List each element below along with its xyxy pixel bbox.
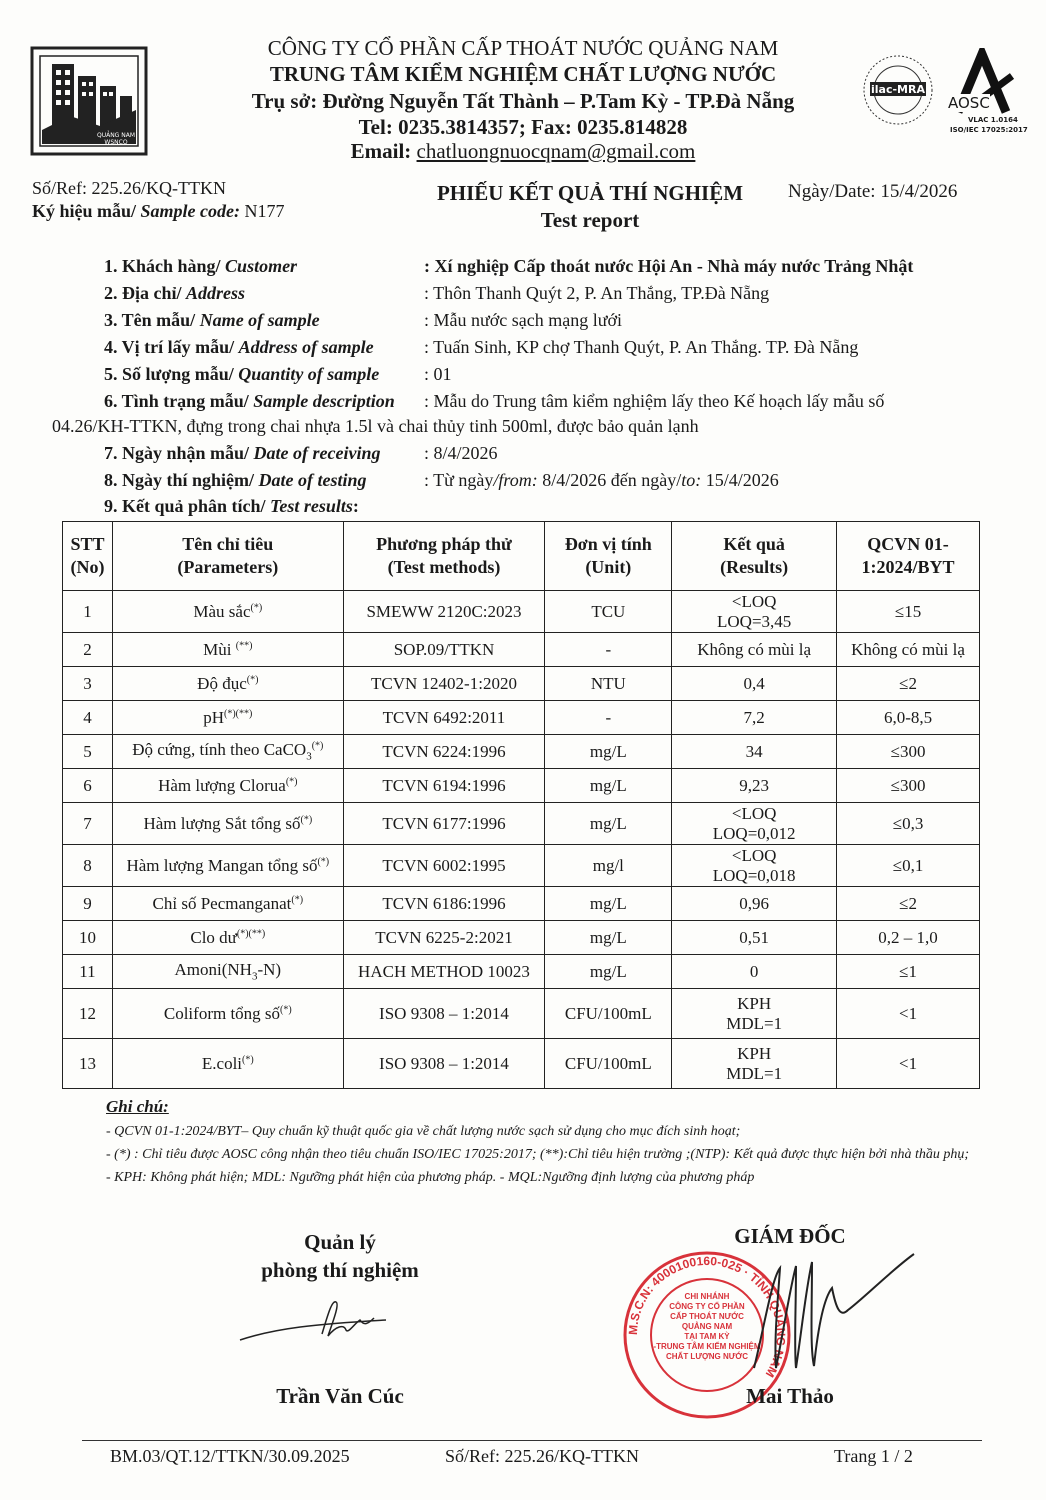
- cell-method: ISO 9308 – 1:2014: [343, 1039, 545, 1089]
- cell-method: TCVN 12402-1:2020: [343, 667, 545, 701]
- iso-label: ISO/IEC 17025:2017: [950, 126, 1028, 134]
- cell-result: KPH MDL=1: [672, 1039, 837, 1089]
- cell-method: TCVN 6002:1995: [343, 845, 545, 887]
- center-name: TRUNG TÂM KIỂM NGHIỆM CHẤT LƯỢNG NƯỚC: [269, 62, 777, 86]
- cell-limit: <1: [837, 989, 980, 1039]
- info-value: : 01: [424, 364, 452, 384]
- cell-limit: ≤1: [837, 955, 980, 989]
- info-value: : Thôn Thanh Quýt 2, P. An Thắng, TP.Đà Nẵng: [424, 283, 770, 303]
- cell-method: HACH METHOD 10023: [343, 955, 545, 989]
- cell-no: 6: [63, 769, 113, 803]
- cell-limit: <1: [837, 1039, 980, 1089]
- cell-no: 12: [63, 989, 113, 1039]
- cell-no: 11: [63, 955, 113, 989]
- info-value: : Tuấn Sinh, KP chợ Thanh Quýt, P. An Thắng. TP. Đà Nẵng: [424, 337, 859, 357]
- cell-unit: CFU/100mL: [545, 1039, 672, 1089]
- cell-no: 7: [63, 803, 113, 845]
- cell-limit: ≤15: [837, 591, 980, 633]
- director-title: GIÁM ĐỐC: [734, 1224, 846, 1248]
- aosc-label: AOSC: [948, 94, 990, 112]
- info-label: 1. Khách hàng/ Customer: [104, 256, 298, 276]
- director-signature: [744, 1248, 924, 1388]
- cell-limit: ≤300: [837, 769, 980, 803]
- cell-result: 7,2: [672, 701, 837, 735]
- report-title-vi: PHIẾU KẾT QUẢ THÍ NGHIỆM: [436, 181, 744, 205]
- table-row: [63, 955, 980, 989]
- company-email-line: [0, 139, 1046, 164]
- company-name: CÔNG TY CỔ PHẦN CẤP THOÁT NƯỚC QUẢNG NAM: [267, 36, 779, 60]
- ilac-label: ilac-MRA: [871, 83, 925, 96]
- cell-unit: TCU: [545, 591, 672, 633]
- results-table: [62, 521, 980, 1089]
- company-address: Trụ sở: Đường Nguyễn Tất Thành – P.Tam Kỳ - TP.Đà Nẵng: [251, 89, 795, 113]
- reference-number: Số/Ref: 225.26/KQ-TTKN: [32, 178, 226, 198]
- cell-method: ISO 9308 – 1:2014: [343, 989, 545, 1039]
- director-name: Mai Thảo: [746, 1384, 834, 1408]
- footer-form-code: BM.03/QT.12/TTKN/30.09.2025: [110, 1446, 350, 1466]
- table-row: [63, 591, 980, 633]
- table-row: [63, 989, 980, 1039]
- notes: [106, 1096, 1006, 1190]
- cell-method: TCVN 6194:1996: [343, 769, 545, 803]
- table-row: [63, 667, 980, 701]
- cell-no: 13: [63, 1039, 113, 1089]
- report-date: Ngày/Date: 15/4/2026: [788, 181, 958, 202]
- table-row: [63, 633, 980, 667]
- cell-parameter: Hàm lượng Clorua(*): [112, 769, 343, 803]
- cell-unit: mg/L: [545, 955, 672, 989]
- table-row: [63, 1039, 980, 1089]
- cell-unit: mg/l: [545, 845, 672, 887]
- info-label: 2. Địa chỉ/ Address: [104, 283, 246, 303]
- info-label: 5. Số lượng mẫu/ Quantity of sample: [104, 364, 380, 384]
- cell-method: TCVN 6492:2011: [343, 701, 545, 735]
- cell-result: 0,96: [672, 887, 837, 921]
- cell-parameter: Độ đục(*): [112, 667, 343, 701]
- cell-result: 34: [672, 735, 837, 769]
- cell-limit: Không có mùi lạ: [837, 633, 980, 667]
- cell-limit: ≤0,1: [837, 845, 980, 887]
- header-standard: QCVN 01- 1:2024/BYT: [837, 522, 980, 591]
- info-label: 4. Vị trí lấy mẫu/ Address of sample: [104, 337, 374, 357]
- header-results: Kết quả (Results): [672, 522, 837, 591]
- cell-result: KPH MDL=1: [672, 989, 837, 1039]
- cell-no: 8: [63, 845, 113, 887]
- manager-signature: [236, 1290, 396, 1370]
- cell-no: 1: [63, 591, 113, 633]
- table-row: [63, 887, 980, 921]
- cell-result: Không có mùi lạ: [672, 633, 837, 667]
- cell-parameter: Độ cứng, tính theo CaCO$_3$(*): [112, 735, 343, 769]
- header-parameters: Tên chỉ tiêu (Parameters): [112, 522, 343, 591]
- info-label: 6. Tình trạng mẫu/ Sample description: [104, 391, 395, 411]
- email-link[interactable]: chatluongnuocqnam@gmail.com: [416, 139, 696, 163]
- cell-limit: 0,2 – 1,0: [837, 921, 980, 955]
- cell-unit: mg/L: [545, 921, 672, 955]
- info-label: 7. Ngày nhận mẫu/ Date of receiving: [104, 443, 381, 463]
- footer-divider: [82, 1440, 982, 1441]
- cell-parameter: pH(*)(**): [112, 701, 343, 735]
- svg-text:M.S.C.N: 4000100160-025 · TỈNH: M.S.C.N: 4000100160-025 · TỈNH QUẢNG NAM: [625, 1253, 789, 1380]
- cell-no: 3: [63, 667, 113, 701]
- info-value: : Mẫu nước sạch mạng lưới: [424, 310, 623, 330]
- note-line: - (*) : Chỉ tiêu được AOSC công nhận theo tiêu chuẩn ISO/IEC 17025:2017; (**):Chỉ tiêu hiện trường ;(NTP): Kết quả được thực hiện bởi nhà thầu phụ;: [106, 1147, 970, 1162]
- report-title: [380, 180, 800, 234]
- cell-unit: -: [545, 633, 672, 667]
- footer-reference: Số/Ref: 225.26/KQ-TTKN: [445, 1446, 639, 1466]
- table-row: [63, 701, 980, 735]
- sample-code: [32, 201, 285, 222]
- cell-limit: ≤2: [837, 667, 980, 701]
- cell-method: TCVN 6186:1996: [343, 887, 545, 921]
- cell-limit: ≤0,3: [837, 803, 980, 845]
- header-test-methods: Phương pháp thử (Test methods): [343, 522, 545, 591]
- cell-result: 0,51: [672, 921, 837, 955]
- seal-center-text: CHI NHÁNH CÔNG TY CỔ PHẦN CẤP THOÁT NƯỚC QUẢNG NAM TẠI TAM KỲ -TRUNG TÂM KIỂM NGHIỆM CHẤT LƯỢNG NƯỚC: [653, 1292, 761, 1361]
- cell-result: <LOQ LOQ=0,012: [672, 803, 837, 845]
- cell-parameter: E.coli(*): [112, 1039, 343, 1089]
- cell-result: <LOQ LOQ=3,45: [672, 591, 837, 633]
- cell-parameter: $Amoni(NH_3-N)$: [112, 955, 343, 989]
- info-value: : Từ ngày/from: 8/4/2026 đến ngày/to: 15/4/2026: [424, 470, 779, 490]
- cell-no: 5: [63, 735, 113, 769]
- company-phone: Tel: 0235.3814357; Fax: 0235.814828: [358, 115, 688, 139]
- cell-unit: -: [545, 701, 672, 735]
- cell-parameter: Mùi (**): [112, 633, 343, 667]
- cell-unit: CFU/100mL: [545, 989, 672, 1039]
- table-row: [63, 803, 980, 845]
- cell-parameter: Chỉ số Pecmanganat(*): [112, 887, 343, 921]
- cell-result: <LOQ LOQ=0,018: [672, 845, 837, 887]
- table-header-row: [63, 522, 980, 591]
- cell-limit: 6,0-8,5: [837, 701, 980, 735]
- cell-parameter: Hàm lượng Sắt tổng số(*): [112, 803, 343, 845]
- info-label: 8. Ngày thí nghiệm/ Date of testing: [104, 470, 367, 490]
- cell-parameter: Coliform tổng số(*): [112, 989, 343, 1039]
- table-row: [63, 735, 980, 769]
- cell-unit: mg/L: [545, 769, 672, 803]
- sample-description-continued: 04.26/KH-TTKN, đựng trong chai nhựa 1.5l và chai thủy tinh 500ml, được bảo quản lạnh: [52, 416, 699, 436]
- sample-code-value: N177: [240, 201, 285, 221]
- cell-unit: mg/L: [545, 887, 672, 921]
- logo-text: QUẢNG NAM WSNCO: [96, 132, 136, 146]
- cell-unit: NTU: [545, 667, 672, 701]
- cell-limit: ≤300: [837, 735, 980, 769]
- note-line: - QCVN 01-1:2024/BYT– Quy chuẩn kỹ thuật quốc gia về chất lượng nước sạch sử dụng cho mục đích sinh hoạt;: [106, 1124, 741, 1139]
- info-label: 9. Kết quả phân tích/ Test results:: [104, 496, 359, 516]
- report-title-en: Test report: [540, 208, 640, 232]
- cell-no: 2: [63, 633, 113, 667]
- cell-result: 0: [672, 955, 837, 989]
- sample-code-label: Ký hiệu mẫu/ Sample code:: [32, 201, 241, 221]
- cell-method: SMEWW 2120C:2023: [343, 591, 545, 633]
- info-label: 3. Tên mẫu/ Name of sample: [104, 310, 320, 330]
- header-unit: Đơn vị tính (Unit): [545, 522, 672, 591]
- notes-title: Ghi chú:: [106, 1097, 169, 1116]
- cell-unit: mg/L: [545, 735, 672, 769]
- info-value: : Xí nghiệp Cấp thoát nước Hội An - Nhà máy nước Trảng Nhật: [424, 256, 914, 276]
- info-value: : Mẫu do Trung tâm kiểm nghiệm lấy theo Kế hoạch lấy mẫu số: [424, 391, 885, 411]
- note-line: - KPH: Không phát hiện; MDL: Ngưỡng phát hiện của phương pháp. - MQL:Ngưỡng định lượng của phương pháp: [106, 1170, 755, 1185]
- cell-parameter: Hàm lượng Mangan tổng số(*): [112, 845, 343, 887]
- table-row: [63, 921, 980, 955]
- vlac-label: VLAC 1.0164: [968, 116, 1018, 124]
- manager-name: Trần Văn Cúc: [276, 1384, 404, 1408]
- cell-result: 9,23: [672, 769, 837, 803]
- header-no: STT (No): [63, 522, 113, 591]
- cell-parameter: Clo dư(*)(**): [112, 921, 343, 955]
- cell-parameter: Màu sắc(*): [112, 591, 343, 633]
- table-row: [63, 845, 980, 887]
- manager-title: Quản lý phòng thí nghiệm: [261, 1230, 419, 1282]
- cell-method: TCVN 6225-2:2021: [343, 921, 545, 955]
- cell-result: 0,4: [672, 667, 837, 701]
- cell-method: SOP.09/TTKN: [343, 633, 545, 667]
- cell-no: 4: [63, 701, 113, 735]
- cell-method: TCVN 6224:1996: [343, 735, 545, 769]
- info-value: : 8/4/2026: [424, 443, 498, 463]
- cell-unit: mg/L: [545, 803, 672, 845]
- email-label: Email:: [350, 139, 417, 163]
- table-row: [63, 769, 980, 803]
- cell-method: TCVN 6177:1996: [343, 803, 545, 845]
- cell-limit: ≤2: [837, 887, 980, 921]
- cell-no: 10: [63, 921, 113, 955]
- cell-no: 9: [63, 887, 113, 921]
- footer-page: Trang 1 / 2: [834, 1446, 913, 1466]
